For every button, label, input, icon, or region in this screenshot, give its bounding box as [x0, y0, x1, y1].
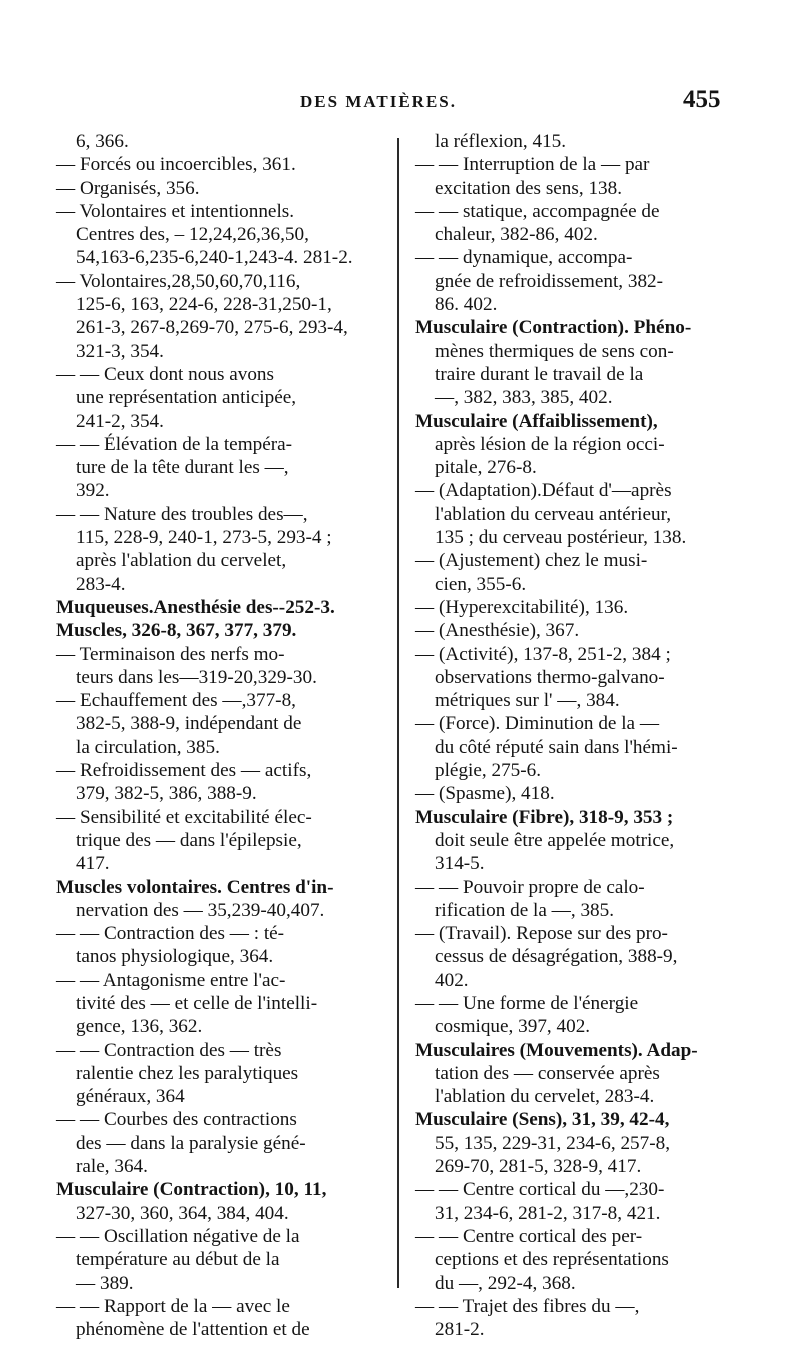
index-line: — Echauffement des —,377-8,: [56, 690, 296, 712]
index-line: — Sensibilité et excitabilité élec-: [56, 806, 312, 828]
index-line: du côté réputé sain dans l'hémi-: [435, 736, 678, 758]
index-line: — — Élévation de la tempéra-: [56, 433, 293, 455]
running-title: DES MATIÈRES.: [300, 92, 457, 111]
index-line: 86. 402.: [435, 294, 498, 316]
index-line: — — Centre cortical des per-: [415, 1225, 643, 1247]
index-line: 314-5.: [435, 853, 485, 875]
index-line: 135 ; du cerveau postérieur, 138.: [435, 527, 687, 549]
index-line: 283-4.: [76, 573, 126, 595]
index-line: — Volontaires et intentionnels.: [56, 200, 295, 222]
index-line: Musculaires (Mouvements). Adap-: [415, 1039, 698, 1061]
column-divider: [397, 138, 399, 1288]
index-line: Muscles volontaires. Centres d'in-: [56, 876, 334, 898]
index-line: — Forcés ou incoercibles, 361.: [56, 154, 296, 176]
index-line: Muqueuses.Anesthésie des--252-3.: [56, 596, 335, 618]
index-line: — — Centre cortical du —,230-: [415, 1179, 665, 1201]
index-line: — Volontaires,28,50,60,70,116,: [56, 270, 301, 292]
index-line: 261-3, 267-8,269-70, 275-6, 293-4,: [76, 317, 348, 339]
index-line: Musculaire (Sens), 31, 39, 42-4,: [415, 1109, 670, 1131]
index-line: 269-70, 281-5, 328-9, 417.: [435, 1156, 642, 1178]
index-line: 321-3, 354.: [76, 340, 164, 362]
index-line: — Refroidissement des — actifs,: [56, 760, 312, 782]
index-line: après lésion de la région occi-: [435, 433, 665, 455]
index-line: — — statique, accompagnée de: [415, 200, 660, 222]
index-line: — — Interruption de la — par: [415, 154, 650, 176]
index-line: — (Adaptation).Défaut d'—après: [415, 480, 672, 502]
index-column-left: [56, 130, 384, 1341]
index-line: 379, 382-5, 386, 388-9.: [76, 783, 257, 805]
index-line: tation des — conservée après: [435, 1062, 660, 1084]
index-line: — — Contraction des — : té-: [56, 923, 285, 945]
index-line: — — dynamique, accompa-: [415, 247, 633, 269]
index-line: rale, 364.: [76, 1156, 148, 1178]
index-line: cosmique, 397, 402.: [435, 1016, 591, 1038]
index-line: ture de la tête durant les —,: [76, 457, 289, 479]
index-line: la circulation, 385.: [76, 736, 220, 758]
index-line: l'ablation du cerveau antérieur,: [435, 503, 672, 525]
index-line: rification de la —, 385.: [435, 899, 615, 921]
index-line: — — Antagonisme entre l'ac-: [56, 969, 286, 991]
index-line: — (Ajustement) chez le musi-: [415, 550, 648, 572]
index-line: — — Oscillation négative de la: [56, 1225, 300, 1247]
index-line: tanos physiologique, 364.: [76, 946, 274, 968]
index-line: — (Activité), 137-8, 251-2, 384 ;: [415, 643, 671, 665]
page-header: [0, 86, 800, 116]
index-line: tivité des — et celle de l'intelli-: [76, 992, 318, 1014]
index-line: — — Ceux dont nous avons: [56, 363, 274, 385]
index-line: 281-2.: [435, 1319, 485, 1341]
index-line: Musculaire (Fibre), 318-9, 353 ;: [415, 806, 674, 828]
index-line: — (Hyperexcitabilité), 136.: [415, 596, 629, 618]
index-line: — (Travail). Repose sur des pro-: [415, 923, 668, 945]
index-line: la réflexion, 415.: [435, 131, 567, 152]
index-line: 54,163-6,235-6,240-1,243-4. 281-2.: [76, 247, 353, 269]
index-line: gence, 136, 362.: [76, 1016, 203, 1038]
index-line: — — Pouvoir propre de calo-: [415, 876, 645, 898]
index-line: 31, 234-6, 281-2, 317-8, 421.: [435, 1202, 661, 1224]
index-line: excitation des sens, 138.: [435, 177, 623, 199]
index-line: généraux, 364: [76, 1086, 185, 1108]
index-line: — Organisés, 356.: [56, 177, 200, 199]
index-line: — Terminaison des nerfs mo-: [56, 643, 285, 665]
index-line: Musculaire (Affaiblissement),: [415, 410, 658, 432]
index-line: doit seule être appelée motrice,: [435, 829, 675, 851]
index-line: — (Force). Diminution de la —: [415, 713, 660, 735]
index-line: Muscles, 326-8, 367, 377, 379.: [56, 620, 297, 642]
index-line: des — dans la paralysie géné-: [76, 1132, 306, 1154]
index-line: teurs dans les—319-20,329-30.: [76, 666, 317, 688]
index-line: Musculaire (Contraction), 10, 11,: [56, 1179, 327, 1201]
index-line: — — Une forme de l'énergie: [415, 992, 639, 1014]
index-line: 327-30, 360, 364, 384, 404.: [76, 1202, 289, 1224]
index-line: — — Contraction des — très: [56, 1039, 282, 1061]
index-line: 55, 135, 229-31, 234-6, 257-8,: [435, 1132, 671, 1154]
index-line: 6, 366.: [76, 131, 129, 152]
index-line: cessus de désagrégation, 388-9,: [435, 946, 678, 968]
index-line: 417.: [76, 853, 110, 875]
index-line: — — Nature des troubles des—,: [56, 503, 308, 525]
index-line: — — Trajet des fibres du —,: [415, 1295, 640, 1317]
index-line: gnée de refroidissement, 382-: [435, 270, 664, 292]
index-line: — — Rapport de la — avec le: [56, 1295, 290, 1317]
index-line: — — Courbes des contractions: [56, 1109, 297, 1131]
index-line: 115, 228-9, 240-1, 273-5, 293-4 ;: [76, 527, 332, 549]
index-line: 241-2, 354.: [76, 410, 164, 432]
index-line: phénomène de l'attention et de: [76, 1319, 310, 1341]
index-line: du —, 292-4, 368.: [435, 1272, 576, 1294]
index-line: chaleur, 382-86, 402.: [435, 224, 598, 246]
index-line: Musculaire (Contraction). Phéno-: [415, 317, 692, 339]
index-line: l'ablation du cervelet, 283-4.: [435, 1086, 655, 1108]
index-line: métriques sur l' —, 384.: [435, 690, 620, 712]
index-line: cien, 355-6.: [435, 573, 527, 595]
index-line: 392.: [76, 480, 110, 502]
index-line: pitale, 276-8.: [435, 457, 537, 479]
index-line: nervation des — 35,239-40,407.: [76, 899, 325, 921]
index-line: température au début de la: [76, 1249, 280, 1271]
page-number: 455: [683, 86, 721, 113]
index-line: —, 382, 383, 385, 402.: [435, 387, 613, 409]
index-line: Centres des, – 12,24,26,36,50,: [76, 224, 309, 246]
index-line: — 389.: [76, 1272, 134, 1294]
index-line: trique des — dans l'épilepsie,: [76, 829, 302, 851]
index-line: traire durant le travail de la: [435, 363, 644, 385]
index-line: observations thermo-galvano-: [435, 666, 665, 688]
index-line: 402.: [435, 969, 469, 991]
index-line: ralentie chez les paralytiques: [76, 1062, 299, 1084]
index-line: plégie, 275-6.: [435, 760, 542, 782]
index-line: ceptions et des représentations: [435, 1249, 669, 1271]
index-line: 125-6, 163, 224-6, 228-31,250-1,: [76, 294, 332, 316]
index-line: après l'ablation du cervelet,: [76, 550, 287, 572]
index-column-right: [415, 130, 735, 1341]
index-line: — (Spasme), 418.: [415, 783, 555, 805]
index-line: 382-5, 388-9, indépendant de: [76, 713, 302, 735]
index-line: mènes thermiques de sens con-: [435, 340, 674, 362]
index-line: une représentation anticipée,: [76, 387, 297, 409]
index-line: — (Anesthésie), 367.: [415, 620, 580, 642]
